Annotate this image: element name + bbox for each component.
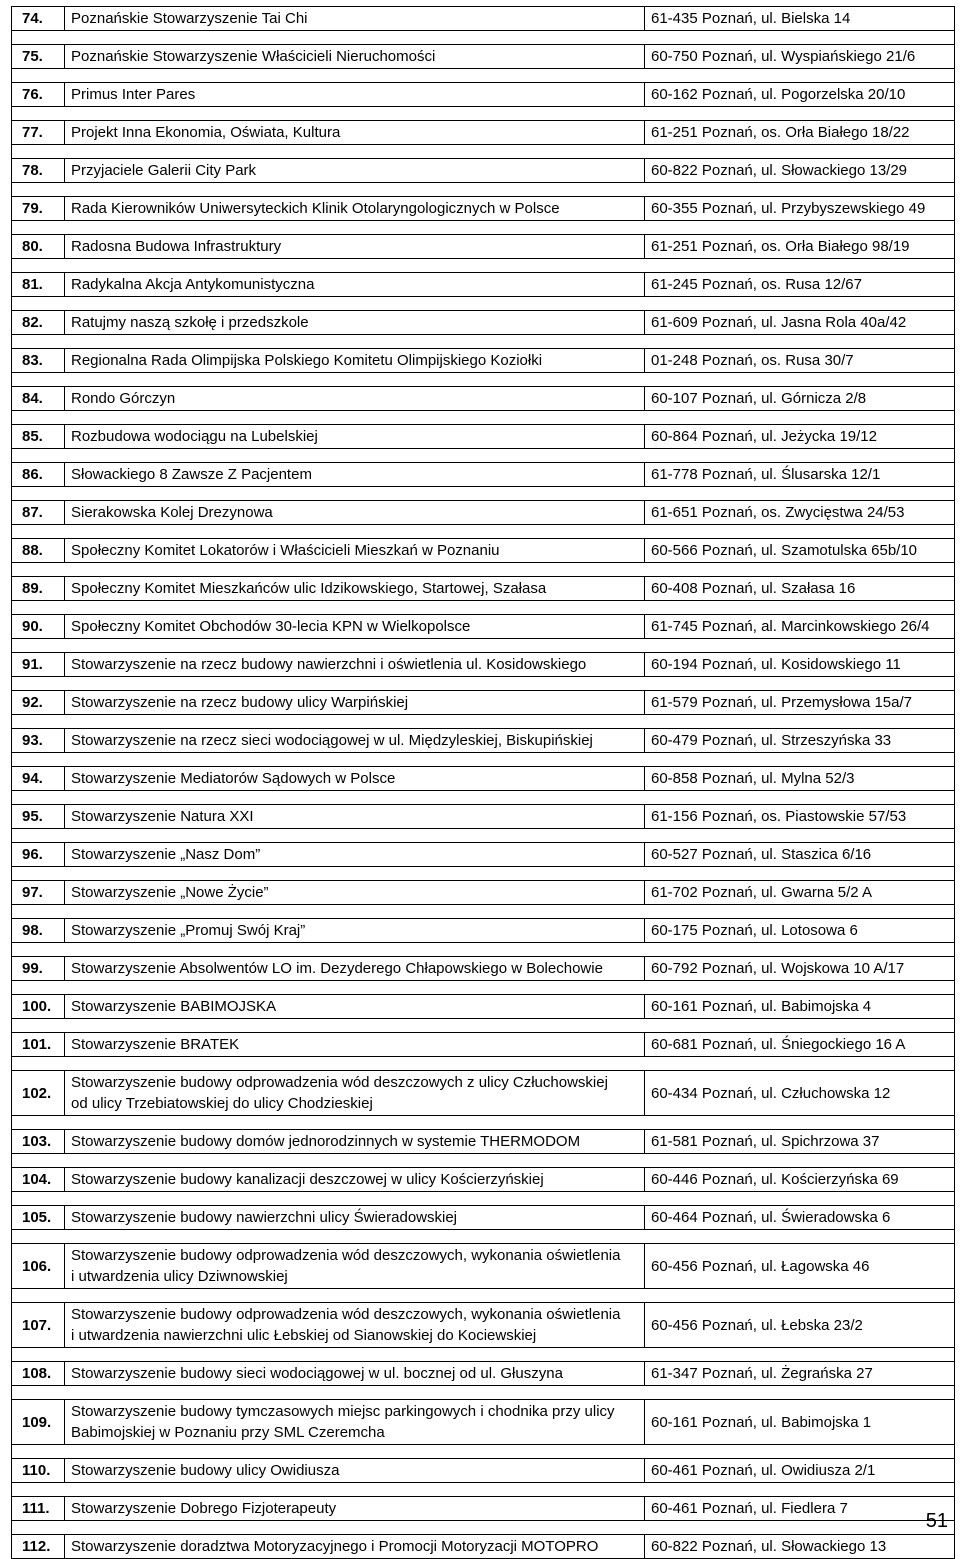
- table-row: [12, 83, 955, 107]
- organization-name: Primus Inter Pares: [65, 83, 645, 107]
- organization-name: Stowarzyszenie budowy kanalizacji deszczowej w ulicy Kościerzyńskiej: [65, 1168, 645, 1192]
- entry-number: 100.: [12, 995, 65, 1019]
- organization-name-line-2: Babimojskiej w Poznaniu przy SML Czeremcha: [71, 1424, 385, 1441]
- organization-name: Regionalna Rada Olimpijska Polskiego Komitetu Olimpijskiego Koziołki: [65, 349, 645, 373]
- entry-number: 76.: [12, 83, 65, 107]
- row-gap: [12, 69, 955, 83]
- organization-name: [65, 1244, 645, 1289]
- organization-name: Stowarzyszenie „Nasz Dom”: [65, 843, 645, 867]
- organization-name: Stowarzyszenie budowy nawierzchni ulicy Świeradowskiej: [65, 1206, 645, 1230]
- organization-name: Stowarzyszenie budowy domów jednorodzinnych w systemie THERMODOM: [65, 1130, 645, 1154]
- organization-address: 60-107 Poznań, ul. Górnicza 2/8: [645, 387, 955, 411]
- entry-number: 80.: [12, 235, 65, 259]
- organization-address: 60-162 Poznań, ul. Pogorzelska 20/10: [645, 83, 955, 107]
- organization-name: Stowarzyszenie Absolwentów LO im. Dezyderego Chłapowskiego w Bolechowie: [65, 957, 645, 981]
- organization-address: 60-527 Poznań, ul. Staszica 6/16: [645, 843, 955, 867]
- row-gap: [12, 1348, 955, 1362]
- entry-number: 87.: [12, 501, 65, 525]
- organization-name-line-1: Stowarzyszenie budowy odprowadzenia wód deszczowych, wykonania oświetlenia: [71, 1247, 621, 1264]
- organization-name: Słowackiego 8 Zawsze Z Pacjentem: [65, 463, 645, 487]
- organization-address: 60-194 Poznań, ul. Kosidowskiego 11: [645, 653, 955, 677]
- entry-number: 89.: [12, 577, 65, 601]
- organization-address: 61-778 Poznań, ul. Ślusarska 12/1: [645, 463, 955, 487]
- organization-name: Stowarzyszenie BRATEK: [65, 1033, 645, 1057]
- table-row: [12, 7, 955, 31]
- table-row: [12, 729, 955, 753]
- organization-address: 60-461 Poznań, ul. Fiedlera 7: [645, 1497, 955, 1521]
- table-row: [12, 463, 955, 487]
- row-gap: [12, 297, 955, 311]
- table-row: [12, 995, 955, 1019]
- table-row: [12, 387, 955, 411]
- organization-address: 60-864 Poznań, ul. Jeżycka 19/12: [645, 425, 955, 449]
- organization-address: 61-245 Poznań, os. Rusa 12/67: [645, 273, 955, 297]
- row-gap: [12, 107, 955, 121]
- organization-name: Radykalna Akcja Antykomunistyczna: [65, 273, 645, 297]
- organization-name: Stowarzyszenie doradztwa Motoryzacyjnego i Promocji Motoryzacji MOTOPRO: [65, 1535, 645, 1559]
- entry-number: 96.: [12, 843, 65, 867]
- organization-address: 60-434 Poznań, ul. Człuchowska 12: [645, 1071, 955, 1116]
- organization-address: 61-581 Poznań, ul. Spichrzowa 37: [645, 1130, 955, 1154]
- entry-number: 90.: [12, 615, 65, 639]
- organization-name: Społeczny Komitet Lokatorów i Właścicieli Mieszkań w Poznaniu: [65, 539, 645, 563]
- table-row: [12, 577, 955, 601]
- organization-name: Rada Kierowników Uniwersyteckich Klinik Otolaryngologicznych w Polsce: [65, 197, 645, 221]
- organization-address: 60-822 Poznań, ul. Słowackiego 13/29: [645, 159, 955, 183]
- table-row: [12, 425, 955, 449]
- table-row: [12, 881, 955, 905]
- table-row: [12, 691, 955, 715]
- row-gap: [12, 183, 955, 197]
- row-gap: [12, 943, 955, 957]
- organization-name: Rozbudowa wodociągu na Lubelskiej: [65, 425, 645, 449]
- organization-name: Stowarzyszenie Dobrego Fizjoterapeuty: [65, 1497, 645, 1521]
- entry-number: 78.: [12, 159, 65, 183]
- table-row: [12, 501, 955, 525]
- organization-address: 60-479 Poznań, ul. Strzeszyńska 33: [645, 729, 955, 753]
- organization-name: Stowarzyszenie na rzecz budowy nawierzchni i oświetlenia ul. Kosidowskiego: [65, 653, 645, 677]
- entry-number: 102.: [12, 1071, 65, 1116]
- entry-number: 86.: [12, 463, 65, 487]
- organization-address: 60-456 Poznań, ul. Łebska 23/2: [645, 1303, 955, 1348]
- row-gap: [12, 867, 955, 881]
- entry-number: 106.: [12, 1244, 65, 1289]
- table-row: [12, 767, 955, 791]
- organization-name: Poznańskie Stowarzyszenie Tai Chi: [65, 7, 645, 31]
- row-gap: [12, 1445, 955, 1459]
- organization-name: [65, 1400, 645, 1445]
- organization-address: 61-651 Poznań, os. Zwycięstwa 24/53: [645, 501, 955, 525]
- organization-address: 60-161 Poznań, ul. Babimojska 4: [645, 995, 955, 1019]
- entry-number: 98.: [12, 919, 65, 943]
- entry-number: 84.: [12, 387, 65, 411]
- organization-address: 60-681 Poznań, ul. Śniegockiego 16 A: [645, 1033, 955, 1057]
- table-row: [12, 843, 955, 867]
- organization-address: 60-355 Poznań, ul. Przybyszewskiego 49: [645, 197, 955, 221]
- row-gap: [12, 1019, 955, 1033]
- row-gap: [12, 791, 955, 805]
- row-gap: [12, 335, 955, 349]
- entry-number: 110.: [12, 1459, 65, 1483]
- organization-name: Społeczny Komitet Mieszkańców ulic Idzikowskiego, Startowej, Szałasa: [65, 577, 645, 601]
- page-number: 51: [925, 1510, 948, 1532]
- entry-number: 88.: [12, 539, 65, 563]
- row-gap: [12, 449, 955, 463]
- table-row: [12, 1168, 955, 1192]
- entry-number: 103.: [12, 1130, 65, 1154]
- entry-number: 108.: [12, 1362, 65, 1386]
- table-row: [12, 919, 955, 943]
- organization-name: Stowarzyszenie „Promuj Swój Kraj”: [65, 919, 645, 943]
- row-gap: [12, 1483, 955, 1497]
- organization-address: 60-750 Poznań, ul. Wyspiańskiego 21/6: [645, 45, 955, 69]
- organization-address: 61-347 Poznań, ul. Żegrańska 27: [645, 1362, 955, 1386]
- organization-name-line-2: od ulicy Trzebiatowskiej do ulicy Chodzieskiej: [71, 1095, 373, 1112]
- row-gap: [12, 411, 955, 425]
- row-gap: [12, 525, 955, 539]
- entry-number: 77.: [12, 121, 65, 145]
- table-row: [12, 159, 955, 183]
- table-row: [12, 1400, 955, 1445]
- row-gap: [12, 905, 955, 919]
- table-row: [12, 539, 955, 563]
- row-gap: [12, 563, 955, 577]
- organization-address: 60-566 Poznań, ul. Szamotulska 65b/10: [645, 539, 955, 563]
- organization-address: 60-408 Poznań, ul. Szałasa 16: [645, 577, 955, 601]
- organization-name: [65, 1303, 645, 1348]
- entry-number: 107.: [12, 1303, 65, 1348]
- entry-number: 93.: [12, 729, 65, 753]
- organization-address: 60-456 Poznań, ul. Łagowska 46: [645, 1244, 955, 1289]
- entry-number: 92.: [12, 691, 65, 715]
- organization-name: Stowarzyszenie budowy sieci wodociągowej w ul. bocznej od ul. Głuszyna: [65, 1362, 645, 1386]
- organization-address: 61-435 Poznań, ul. Bielska 14: [645, 7, 955, 31]
- table-row: [12, 121, 955, 145]
- entry-number: 81.: [12, 273, 65, 297]
- table-row: [12, 1130, 955, 1154]
- organization-name: Poznańskie Stowarzyszenie Właścicieli Nieruchomości: [65, 45, 645, 69]
- row-gap: [12, 31, 955, 45]
- row-gap: [12, 829, 955, 843]
- entry-number: 83.: [12, 349, 65, 373]
- organization-address: 61-609 Poznań, ul. Jasna Rola 40a/42: [645, 311, 955, 335]
- row-gap: [12, 1521, 955, 1535]
- row-gap: [12, 487, 955, 501]
- table-row: [12, 273, 955, 297]
- entry-number: 82.: [12, 311, 65, 335]
- row-gap: [12, 259, 955, 273]
- organization-address: 01-248 Poznań, os. Rusa 30/7: [645, 349, 955, 373]
- entry-number: 99.: [12, 957, 65, 981]
- entry-number: 85.: [12, 425, 65, 449]
- row-gap: [12, 753, 955, 767]
- entry-number: 105.: [12, 1206, 65, 1230]
- table-row: [12, 1206, 955, 1230]
- row-gap: [12, 145, 955, 159]
- organization-address: 61-745 Poznań, al. Marcinkowskiego 26/4: [645, 615, 955, 639]
- organization-name: Stowarzyszenie Natura XXI: [65, 805, 645, 829]
- row-gap: [12, 1230, 955, 1244]
- organization-name: Ratujmy naszą szkołę i przedszkole: [65, 311, 645, 335]
- table-row: [12, 1244, 955, 1289]
- entry-number: 91.: [12, 653, 65, 677]
- organizations-table: [11, 6, 955, 1559]
- row-gap: [12, 677, 955, 691]
- row-gap: [12, 1192, 955, 1206]
- row-gap: [12, 1057, 955, 1071]
- organization-name: Radosna Budowa Infrastruktury: [65, 235, 645, 259]
- organization-name: Stowarzyszenie na rzecz sieci wodociągowej w ul. Międzyleskiej, Biskupińskiej: [65, 729, 645, 753]
- entry-number: 94.: [12, 767, 65, 791]
- organization-name: Sierakowska Kolej Drezynowa: [65, 501, 645, 525]
- organization-address: 60-792 Poznań, ul. Wojskowa 10 A/17: [645, 957, 955, 981]
- entry-number: 79.: [12, 197, 65, 221]
- row-gap: [12, 1116, 955, 1130]
- row-gap: [12, 715, 955, 729]
- table-row: [12, 349, 955, 373]
- organization-address: 61-579 Poznań, ul. Przemysłowa 15a/7: [645, 691, 955, 715]
- table-row: [12, 1303, 955, 1348]
- table-row: [12, 1497, 955, 1521]
- entry-number: 74.: [12, 7, 65, 31]
- organization-name: [65, 1071, 645, 1116]
- organization-address: 60-822 Poznań, ul. Słowackiego 13: [645, 1535, 955, 1559]
- organization-address: 60-858 Poznań, ul. Mylna 52/3: [645, 767, 955, 791]
- organization-name: Rondo Górczyn: [65, 387, 645, 411]
- table-row: [12, 1459, 955, 1483]
- row-gap: [12, 1154, 955, 1168]
- organization-name: Stowarzyszenie „Nowe Życie”: [65, 881, 645, 905]
- table-row: [12, 957, 955, 981]
- organization-address: 61-251 Poznań, os. Orła Białego 18/22: [645, 121, 955, 145]
- entry-number: 109.: [12, 1400, 65, 1445]
- row-gap: [12, 601, 955, 615]
- organization-name: Stowarzyszenie Mediatorów Sądowych w Polsce: [65, 767, 645, 791]
- organization-name-line-1: Stowarzyszenie budowy odprowadzenia wód deszczowych, wykonania oświetlenia: [71, 1306, 621, 1323]
- table-row: [12, 615, 955, 639]
- organization-address: 61-702 Poznań, ul. Gwarna 5/2 A: [645, 881, 955, 905]
- entry-number: 104.: [12, 1168, 65, 1192]
- row-gap: [12, 981, 955, 995]
- organization-name: Stowarzyszenie BABIMOJSKA: [65, 995, 645, 1019]
- entry-number: 97.: [12, 881, 65, 905]
- organization-name: Społeczny Komitet Obchodów 30-lecia KPN w Wielkopolsce: [65, 615, 645, 639]
- organizations-table-body: [12, 7, 955, 1559]
- organization-address: 60-446 Poznań, ul. Kościerzyńska 69: [645, 1168, 955, 1192]
- organization-address: 61-156 Poznań, os. Piastowskie 57/53: [645, 805, 955, 829]
- organization-name-line-1: Stowarzyszenie budowy odprowadzenia wód deszczowych z ulicy Człuchowskiej: [71, 1074, 608, 1091]
- row-gap: [12, 373, 955, 387]
- organization-name: Projekt Inna Ekonomia, Oświata, Kultura: [65, 121, 645, 145]
- table-row: [12, 653, 955, 677]
- table-row: [12, 235, 955, 259]
- entry-number: 95.: [12, 805, 65, 829]
- organization-address: 61-251 Poznań, os. Orła Białego 98/19: [645, 235, 955, 259]
- organization-address: 60-161 Poznań, ul. Babimojska 1: [645, 1400, 955, 1445]
- table-row: [12, 805, 955, 829]
- row-gap: [12, 221, 955, 235]
- organization-name: Przyjaciele Galerii City Park: [65, 159, 645, 183]
- organization-name-line-1: Stowarzyszenie budowy tymczasowych miejsc parkingowych i chodnika przy ulicy: [71, 1403, 615, 1420]
- organization-address: 60-461 Poznań, ul. Owidiusza 2/1: [645, 1459, 955, 1483]
- table-row: [12, 197, 955, 221]
- entry-number: 111.: [12, 1497, 65, 1521]
- entry-number: 101.: [12, 1033, 65, 1057]
- organization-name: Stowarzyszenie na rzecz budowy ulicy Warpińskiej: [65, 691, 645, 715]
- table-row: [12, 311, 955, 335]
- row-gap: [12, 1289, 955, 1303]
- table-row: [12, 1033, 955, 1057]
- row-gap: [12, 639, 955, 653]
- row-gap: [12, 1386, 955, 1400]
- entry-number: 75.: [12, 45, 65, 69]
- table-row: [12, 1362, 955, 1386]
- organization-address: 60-175 Poznań, ul. Lotosowa 6: [645, 919, 955, 943]
- organization-name: Stowarzyszenie budowy ulicy Owidiusza: [65, 1459, 645, 1483]
- organization-name-line-2: i utwardzenia ulicy Dziwnowskiej: [71, 1268, 288, 1285]
- table-row: [12, 45, 955, 69]
- organization-address: 60-464 Poznań, ul. Świeradowska 6: [645, 1206, 955, 1230]
- table-row: [12, 1071, 955, 1116]
- entry-number: 112.: [12, 1535, 65, 1559]
- table-row: [12, 1535, 955, 1559]
- organization-name-line-2: i utwardzenia nawierzchni ulic Łebskiej od Sianowskiej do Kociewskiej: [71, 1327, 537, 1344]
